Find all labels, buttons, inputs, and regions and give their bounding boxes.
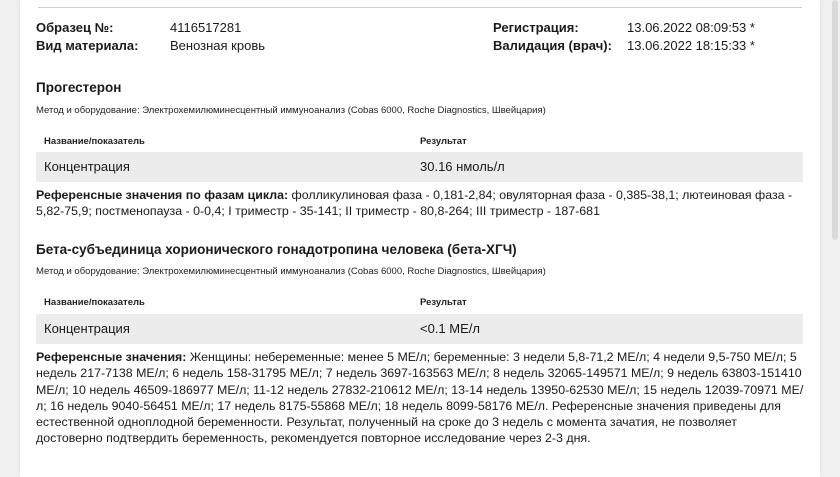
progesterone-ref-text: фолликулиновая фаза - 0,181-2,84; овуляторная фаза - 0,385-38,1; лютеиновая фаза - 5,82-75,9; постменопауза - 0-0,4; I триместр - 35-141; II триместр - 80,8-264; III триместр - 187-681 <box>36 188 793 219</box>
progesterone-result-row <box>36 152 803 182</box>
validation-value: 13.06.2022 18:15:33 * <box>627 38 755 53</box>
material-value: Венозная кровь <box>170 38 266 53</box>
top-divider <box>38 7 802 8</box>
progesterone-ref-label: Референсные значения по фазам цикла: <box>36 188 289 202</box>
sample-label: Образец №: <box>36 20 114 35</box>
report-page <box>20 0 820 477</box>
progesterone-row-name: Концентрация <box>44 159 130 174</box>
hcg-col-name: Название/показатель <box>44 297 145 308</box>
progesterone-title: Прогестерон <box>36 80 122 95</box>
progesterone-col-name: Название/показатель <box>44 136 145 147</box>
hcg-method: Метод и оборудование: Электрохемилюминесцентный иммуноанализ (Cobas 6000, Roche Diagnostics, Швейцария) <box>36 266 546 277</box>
progesterone-reference <box>36 187 806 220</box>
progesterone-method: Метод и оборудование: Электрохемилюминесцентный иммуноанализ (Cobas 6000, Roche Diagnostics, Швейцария) <box>36 105 546 116</box>
scrollbar[interactable] <box>832 0 838 240</box>
progesterone-col-result: Результат <box>420 136 467 147</box>
hcg-ref-label: Референсные значения: <box>36 350 187 364</box>
hcg-col-result: Результат <box>420 297 467 308</box>
hcg-row-result: <0.1 МЕ/л <box>420 321 480 336</box>
registration-value: 13.06.2022 08:09:53 * <box>627 20 755 35</box>
registration-label: Регистрация: <box>493 20 579 35</box>
sample-value: 4116517281 <box>170 20 242 35</box>
progesterone-row-result: 30.16 нмоль/л <box>420 159 505 174</box>
hcg-reference <box>36 349 806 447</box>
hcg-result-row <box>36 314 803 344</box>
validation-label: Валидация (врач): <box>493 38 612 53</box>
hcg-title: Бета-субъединица хорионического гонадотропина человека (бета-ХГЧ) <box>36 242 517 257</box>
material-label: Вид материала: <box>36 38 139 53</box>
hcg-row-name: Концентрация <box>44 321 130 336</box>
hcg-ref-text: Женщины: небеременные: менее 5 МЕ/л; беременные: 3 недели 5,8-71,2 МЕ/л; 4 недели 9,5-750 МЕ/л; 5 недель 217-7138 МЕ/л; 6 недель 158-31795 МЕ/л; 7 недель 3697-163563 МЕ/л; 8 недель 32065-149571 МЕ/л; 9 недель 63803-151410 МЕ/л; 10 недель 46509-186977 МЕ/л; 11-12 недель 27832-210612 МЕ/л; 13-14 недель 13950-62530 МЕ/л; 15 недель 12039-70971 МЕ/л; 16 недель 9040-56451 МЕ/л; 17 недель 8175-55868 МЕ/л; 18 недель 8099-58176 МЕ/л. Референсные значения приведены для естественной одноплодной беременности. Результат, полученный на сроке до 3 недель с момента зачатия, не позволяет достоверно подтвердить беременность, рекомендуется повторное исследование через 2-3 дня. <box>36 350 804 446</box>
